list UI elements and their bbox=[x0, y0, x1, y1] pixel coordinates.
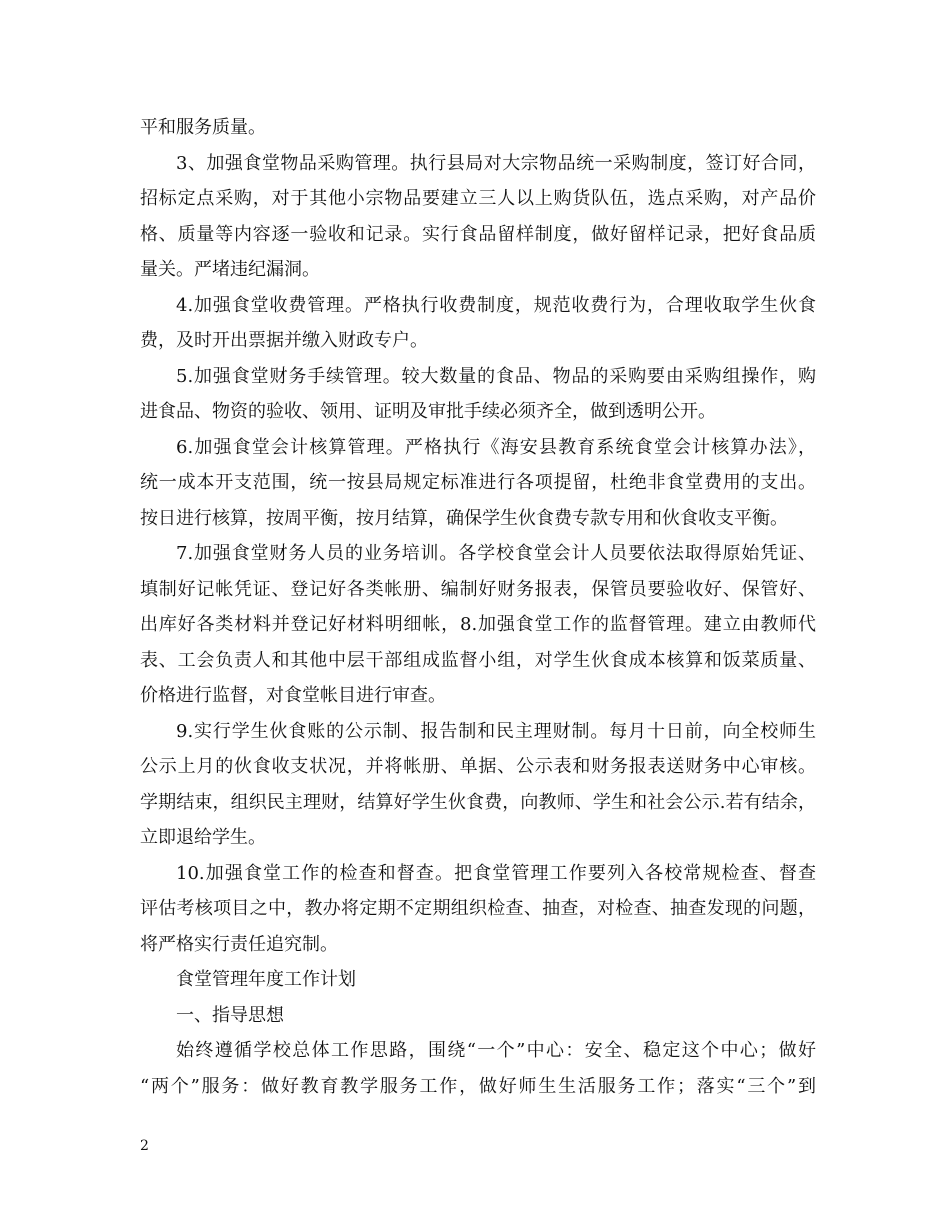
paragraph-line: 4.加强食堂收费管理。严格执行收费制度，规范收费行为，合理收取学生伙食 bbox=[176, 294, 816, 316]
paragraph-line: 表、工会负责人和其他中层干部组成监督小组，对学生伙食成本核算和饭菜质量、 bbox=[140, 649, 816, 671]
paragraph-line: 5.加强食堂财务手续管理。较大数量的食品、物品的采购要由采购组操作，购 bbox=[176, 365, 816, 387]
paragraph-line: 量关。严堵违纪漏洞。 bbox=[140, 259, 320, 280]
paragraph-line: 将严格实行责任追究制。 bbox=[140, 933, 338, 955]
paragraph-line: 出库好各类材料并登记好材料明细帐，8.加强食堂工作的监督管理。建立由教师代 bbox=[140, 614, 816, 635]
paragraph-line: 9.实行学生伙食账的公示制、报告制和民主理财制。每月十日前，向全校师生 bbox=[176, 720, 816, 742]
paragraph-line: 公示上月的伙食收支状况，并将帐册、单据、公示表和财务报表送财务中心审核。 bbox=[140, 756, 816, 777]
document-body bbox=[140, 110, 816, 1104]
paragraph-line: 学期结束，组织民主理财，结算好学生伙食费，向教师、学生和社会公示.若有结余， bbox=[140, 791, 816, 813]
paragraph-line: 价格进行监督，对食堂帐目进行审查。 bbox=[140, 685, 446, 706]
paragraph-line: 招标定点采购，对于其他小宗物品要建立三人以上购货队伍，选点采购，对产品价 bbox=[140, 188, 816, 209]
paragraph-line: “两个”服务：做好教育教学服务工作，做好师生生活服务工作；落实“三个”到 bbox=[140, 1075, 816, 1097]
paragraph-line: 平和服务质量。 bbox=[140, 117, 266, 138]
paragraph-line: 统一成本开支范围，统一按县局规定标准进行各项提留，杜绝非食堂费用的支出。 bbox=[140, 472, 816, 493]
paragraph-line: 立即退给学生。 bbox=[140, 827, 266, 848]
section-title: 食堂管理年度工作计划 bbox=[176, 969, 356, 990]
paragraph-line: 填制好记帐凭证、登记好各类帐册、编制好财务报表，保管员要验收好、保管好、 bbox=[140, 578, 816, 600]
paragraph-line: 始终遵循学校总体工作思路，围绕“一个”中心：安全、稳定这个中心；做好 bbox=[176, 1040, 816, 1061]
paragraph-line: 按日进行核算，按周平衡，按月结算，确保学生伙食费专款专用和伙食收支平衡。 bbox=[140, 507, 788, 529]
paragraph-line: 进食品、物资的验收、领用、证明及审批手续必须齐全，做到透明公开。 bbox=[140, 401, 716, 422]
paragraph-line: 格、质量等内容逐一验收和记录。实行食品留样制度，做好留样记录，把好食品质 bbox=[140, 223, 816, 245]
paragraph-line: 6.加强食堂会计核算管理。严格执行《海安县教育系统食堂会计核算办法》， bbox=[176, 436, 816, 458]
paragraph-line: 10.加强食堂工作的检查和督查。把食堂管理工作要列入各校常规检查、督查 bbox=[176, 862, 816, 884]
paragraph-line: 3、加强食堂物品采购管理。执行县局对大宗物品统一采购制度，签订好合同， bbox=[176, 152, 816, 174]
paragraph-line: 评估考核项目之中，教办将定期不定期组织检查、抽查，对检查、抽查发现的问题， bbox=[140, 898, 816, 919]
section-heading: 一、指导思想 bbox=[176, 1004, 284, 1026]
paragraph-line: 7.加强食堂财务人员的业务培训。各学校食堂会计人员要依法取得原始凭证、 bbox=[176, 543, 816, 564]
paragraph-line: 费，及时开出票据并缴入财政专户。 bbox=[140, 330, 428, 351]
page-number: 2 bbox=[140, 1138, 149, 1154]
